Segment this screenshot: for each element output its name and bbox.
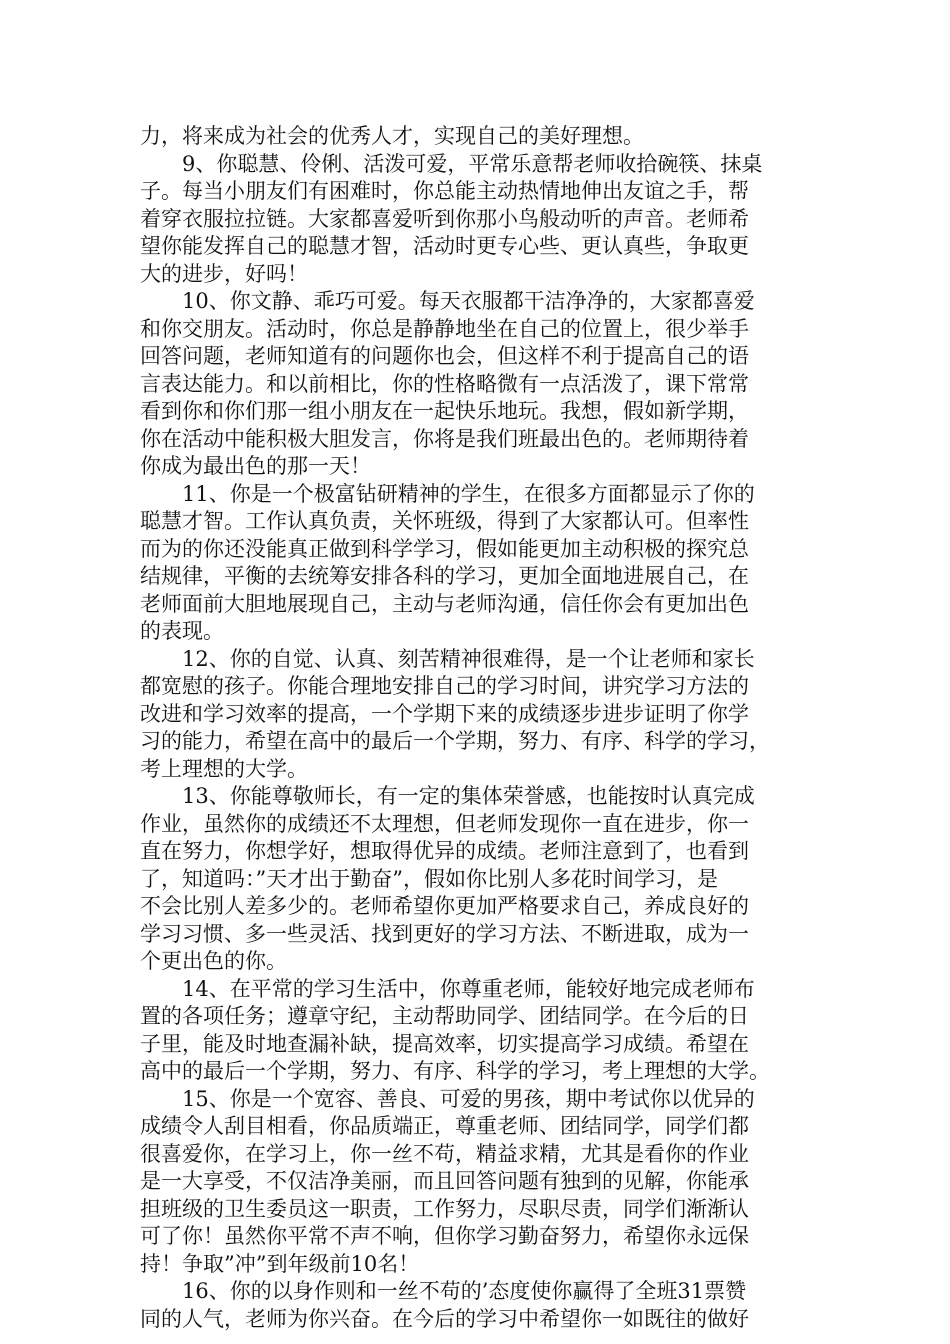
document-page — [140, 123, 830, 1333]
paragraph-line: 你在活动中能积极大胆发言，你将是我们班最出色的。老师期待着 — [140, 426, 749, 451]
paragraph-line: 是一大享受，不仅洁净美丽，而且回答问题有独到的见解，你能承 — [140, 1169, 749, 1193]
paragraph-first-line: 12、你的自觉、认真、刻苦精神很难得，是一个让老师和家长 — [182, 646, 755, 671]
paragraph-line: 了，知道吗：”天才出于勤奋”，假如你比别人多花时间学习，是 — [140, 866, 718, 891]
paragraph-line: 力，将来成为社会的优秀人才，实现自己的美好理想。 — [140, 124, 644, 148]
paragraph-line: 言表达能力。和以前相比，你的性格略微有一点活泼了，课下常常 — [140, 371, 749, 396]
paragraph-first-line: 13、你能尊敬师长，有一定的集体荣誉感，也能按时认真完成 — [182, 784, 755, 808]
paragraph-line: 置的各项任务；遵章守纪，主动帮助同学、团结同学。在今后的日 — [140, 1004, 749, 1028]
paragraph-line: 习的能力，希望在高中的最后一个学期，努力、有序、科学的学习， — [140, 729, 770, 753]
paragraph-line: 看到你和你们那一组小朋友在一起快乐地玩。我想，假如新学期， — [140, 399, 749, 423]
paragraph-line: 考上理想的大学。 — [140, 756, 308, 781]
paragraph-line: 结规律，平衡的去统筹安排各科的学习，更加全面地进展自己，在 — [140, 564, 749, 588]
paragraph-line: 作业，虽然你的成绩还不太理想，但老师发现你一直在进步，你一 — [140, 811, 749, 836]
paragraph-line: 成绩令人刮目相看，你品质端正，尊重老师、团结同学，同学们都 — [140, 1114, 749, 1138]
paragraph-line: 子。每当小朋友们有困难时，你总能主动热情地伸出友谊之手，帮 — [140, 179, 749, 203]
paragraph-line: 不会比别人差多少的。老师希望你更加严格要求自己，养成良好的 — [140, 894, 749, 918]
paragraph-line: 子里，能及时地查漏补缺，提高效率，切实提高学习成绩。希望在 — [140, 1031, 749, 1056]
paragraph-line: 学习习惯、多一些灵活、找到更好的学习方法、不断进取，成为一 — [140, 921, 749, 946]
paragraph-line: 你成为最出色的那一天！ — [140, 454, 371, 478]
paragraph-line: 望你能发挥自己的聪慧才智，活动时更专心些、更认真些，争取更 — [140, 234, 749, 258]
paragraph-line: 直在努力，你想学好，想取得优异的成绩。老师注意到了，也看到 — [140, 839, 749, 863]
paragraph-line: 担班级的卫生委员这一职责，工作努力，尽职尽责，同学们渐渐认 — [140, 1196, 749, 1221]
paragraph-line: 很喜爱你，在学习上，你一丝不苟，精益求精，尤其是看你的作业 — [140, 1141, 749, 1166]
paragraph-first-line: 11、你是一个极富钻研精神的学生，在很多方面都显示了你的 — [182, 481, 755, 506]
paragraph-first-line: 16、你的以身作则和一丝不苟的’态度使你赢得了全班31票赞 — [182, 1279, 747, 1303]
paragraph-line: 都宽慰的孩子。你能合理地安排自己的学习时间，讲究学习方法的 — [140, 674, 749, 698]
paragraph-line: 大的进步，好吗！ — [140, 261, 308, 286]
paragraph-line: 个更出色的你。 — [140, 949, 287, 973]
paragraph-line: 同的人气，老师为你兴奋。在今后的学习中希望你一如既往的做好 — [140, 1306, 749, 1331]
paragraph-first-line: 14、在平常的学习生活中，你尊重老师，能较好地完成老师布 — [182, 976, 755, 1001]
paragraph-line: 老师面前大胆地展现自己，主动与老师沟通，信任你会有更加出色 — [140, 591, 749, 616]
paragraph-line: 和你交朋友。活动时，你总是静静地坐在自己的位置上，很少举手 — [140, 316, 749, 341]
paragraph-line: 高中的最后一个学期，努力、有序、科学的学习，考上理想的大学。 — [140, 1059, 770, 1083]
paragraph-line: 改进和学习效率的提高，一个学期下来的成绩逐步进步证明了你学 — [140, 701, 749, 726]
paragraph-line: 持！争取”冲”到年级前10名！ — [140, 1251, 420, 1276]
paragraph-first-line: 9、你聪慧、伶俐、活泼可爱，平常乐意帮老师收拾碗筷、抹桌 — [182, 151, 763, 176]
paragraph-line: 的表现。 — [140, 619, 224, 643]
paragraph-first-line: 15、你是一个宽容、善良、可爱的男孩，期中考试你以优异的 — [182, 1086, 755, 1111]
paragraph-line: 回答问题，老师知道有的问题你也会，但这样不利于提高自己的语 — [140, 344, 749, 368]
paragraph-line: 着穿衣服拉拉链。大家都喜爱听到你那小鸟般动听的声音。老师希 — [140, 206, 749, 231]
paragraph-line: 聪慧才智。工作认真负责，关怀班级，得到了大家都认可。但率性 — [140, 509, 749, 533]
paragraph-line: 而为的你还没能真正做到科学学习，假如能更加主动积极的探究总 — [140, 536, 749, 561]
paragraph-line: 可了你！虽然你平常不声不响，但你学习勤奋努力，希望你永远保 — [140, 1224, 749, 1248]
paragraph-first-line: 10、你文静、乖巧可爱。每天衣服都干洁净净的，大家都喜爱 — [182, 289, 755, 313]
